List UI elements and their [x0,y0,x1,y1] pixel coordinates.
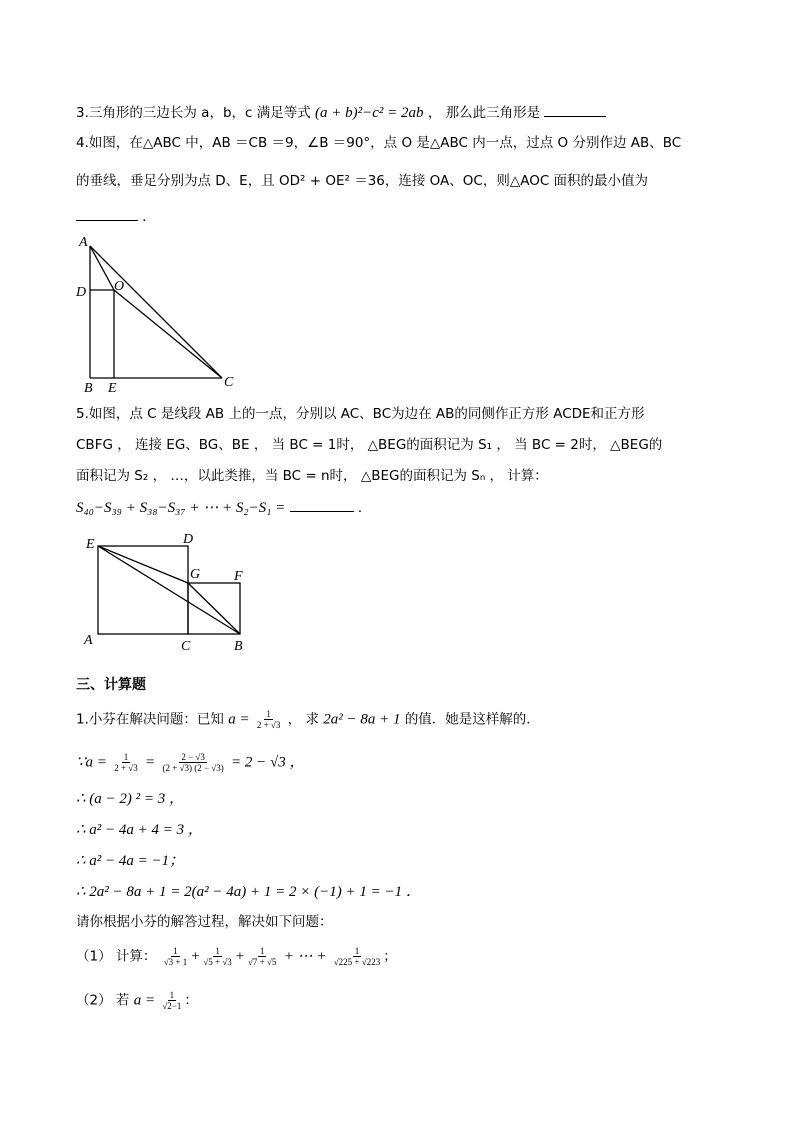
question-5-line-4 [76,497,371,518]
c1-s1-equals: = [145,754,156,771]
frac-den: 2 + √3 [114,763,138,773]
q4-label-a: A [79,235,88,250]
frac-den: 2 + √3 [256,720,281,730]
q5-label-a: A [84,633,93,648]
question-5-line-2: CBFG ， 连接 EG、BG、BE ， 当 BC = 1时， △BEG的面积记为 S₁ ， 当 BC = 2时， △BEG的 [76,437,663,453]
frac-num: 1 [169,990,175,1000]
q4-answer-blank[interactable] [76,206,138,221]
q3-text: 3.三角形的三边长为 a，b，c 满足等式 [76,105,311,121]
frac-den: √7 + √5 [247,957,277,967]
frac-den: (2 + √3) (2 − √3) [162,763,224,773]
question-4-answer-line [76,206,156,227]
frac-num: 1 [123,752,129,762]
c1-p1-term-last [332,946,382,967]
frac-den: √3 + 1 [163,957,188,967]
q4-label-c: C [224,375,234,390]
calc-1-step-1 [76,752,305,773]
c1-p1-end: ； [383,948,397,965]
q4-label-d: D [76,285,87,300]
c1-intro-var: a = [228,711,250,728]
c1-s1-lead: ∵a = [76,754,107,771]
calc-1-part-2 [76,990,198,1011]
q5-label-c: C [181,639,191,654]
calc-1-step-5: ∴ 2a² − 8a + 1 = 2(a² − 4a) + 1 = 2 × (−1) + 1 = −1 ． [76,884,421,900]
c1-s1-fraction-1 [112,752,140,773]
q4-label-o: O [114,279,125,294]
c1-intro-text: 1.小芬在解决问题：已知 [76,711,224,728]
q4-label-b: B [84,381,93,395]
c1-p2-end: ： [184,992,198,1009]
c1-p2-fraction [160,990,183,1011]
calc-1-step-4: ∴ a² − 4a = −1； [76,853,185,869]
q5-label-f: F [234,569,243,584]
question-4-line-2: 的垂线，垂足分别为点 D、E，且 OD² + OE² ＝36，连接 OA、OC，则△AOC 面积的最小值为 [76,173,649,189]
q5-expression: S₄₀−S₃₉ + S₃₈−S₃₇ + ⋯ + S₂−S₁ = [76,500,286,516]
frac-den: √225 + √223 [333,957,381,967]
calc-1-step-3: ∴ a² − 4a + 4 = 3 ， [76,822,203,838]
c1-p1-term-2 [201,946,233,967]
q5-label-b: B [234,639,243,654]
plus-sign: + [234,948,245,965]
q4-end: ． [142,209,156,225]
q3-answer-blank[interactable] [544,102,606,117]
c1-p1-term-1 [162,946,190,967]
frac-den: √2−1 [162,1001,182,1011]
c1-p2-var: a = [133,992,156,1009]
question-5-line-1: 5.如图，点 C 是线段 AB 上的一点，分别以 AC、BC为边在 AB的同侧作正方形 ACDE和正方形 [76,406,645,422]
c1-intro-mid: ， 求 [287,711,319,728]
q5-answer-blank[interactable] [290,497,354,512]
q5-end: ． [357,500,372,516]
question-5-line-3: 面积记为 S₂ ， …，以此类推，当 BC = n时， △BEG的面积记为 Sₙ ， 计算： [76,468,548,484]
calc-1-intro [76,709,540,730]
frac-num: 1 [215,946,220,956]
q5-label-e: E [86,537,95,552]
plus-sign: + [190,948,201,965]
q4-label-e: E [108,381,117,395]
q5-label-g: G [190,567,201,582]
c1-intro-expression: 2a² − 8a + 1 [323,711,401,728]
frac-num: 2 − √3 [181,752,205,762]
question-4-line-1: 4.如图，在△ABC 中，AB ＝CB ＝9，∠B ＝90°，点 O 是△ABC 内一点，过点 O 分别作边 AB、BC [76,135,682,151]
q4-triangle-figure [70,230,250,395]
calc-1-step-2: ∴ (a − 2) ² = 3 ， [76,791,185,807]
frac-num: 1 [354,946,360,956]
c1-s1-result: = 2 − √3 ， [231,754,305,771]
calc-1-instruction: 请你根据小芬的解答过程，解决如下问题： [76,914,333,930]
calc-1-part-1 [76,946,397,967]
c1-p1-label: （1） 计算： [76,948,157,965]
c1-p1-term-3 [246,946,278,967]
c1-intro-fraction [255,709,283,730]
q3-formula: (a + b)²−c² = 2ab [315,105,424,121]
section-3-heading: 三、计算题 [76,677,146,693]
c1-p2-label: （2） 若 [76,992,130,1009]
q3-tail: ， 那么此三角形是 [427,105,541,121]
q5-label-d: D [183,532,194,547]
q5-squares-figure [80,530,260,660]
c1-s1-fraction-2 [160,752,225,773]
c1-intro-tail: 的值．她是这样解的． [404,711,540,728]
frac-num: 1 [259,946,265,956]
c1-p1-ellipsis: + ⋯ + [283,948,327,965]
frac-num: 1 [266,709,271,719]
question-3 [76,102,606,123]
frac-den: √5 + √3 [203,957,232,967]
frac-num: 1 [173,946,178,956]
